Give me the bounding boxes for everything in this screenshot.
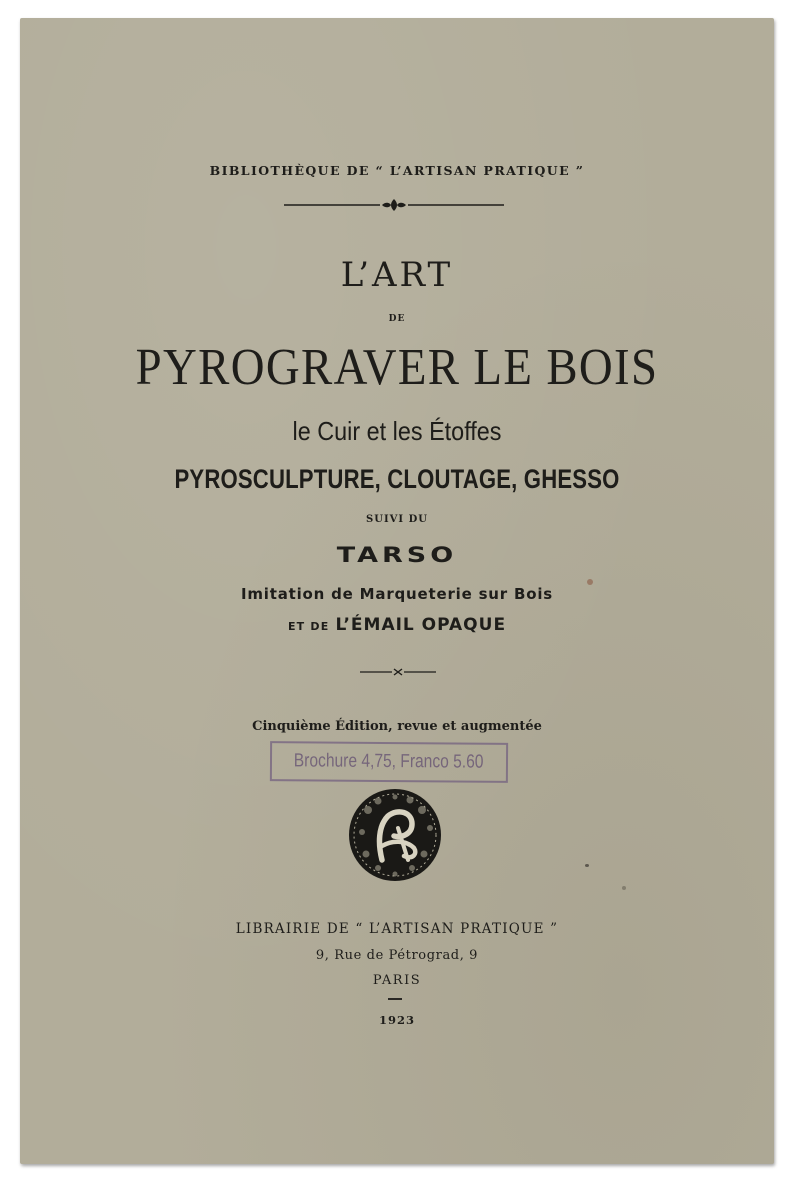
email-main: L’ÉMAIL OPAQUE — [335, 615, 507, 635]
paper-spot — [587, 579, 593, 585]
paper-spot — [585, 864, 589, 867]
ap-monogram-logo-icon — [348, 788, 442, 882]
paper-spot — [622, 886, 626, 890]
book-cover — [20, 18, 774, 1164]
publication-year: 1923 — [378, 1013, 415, 1027]
email-prefix: ET DE — [287, 620, 330, 633]
email-opaque-line — [20, 615, 774, 635]
subtitle-pyrosculpture: PYROSCULPTURE, CLOUTAGE, GHESSO — [174, 464, 620, 494]
price-stamp — [270, 741, 508, 783]
main-title: PYROGRAVER LE BOIS — [135, 339, 659, 396]
imitation-subtitle: Imitation de Marqueterie sur Bois — [240, 585, 554, 603]
divider — [388, 998, 402, 1000]
publisher-city: PARIS — [372, 973, 422, 988]
small-rule-icon — [360, 666, 436, 678]
tarso-title: TARSO — [336, 543, 458, 568]
edition-note: Cinquième Édition, revue et augmentée — [252, 719, 542, 734]
series-title: BIBLIOTHÈQUE DE “ L’ARTISAN PRATIQUE ” — [209, 163, 585, 178]
publisher-address: 9, Rue de Pétrograd, 9 — [315, 948, 479, 963]
title-de: DE — [388, 314, 406, 324]
title-art: L’ART — [340, 255, 454, 295]
price-stamp-text: Brochure 4,75, Franco 5.60 — [294, 750, 484, 773]
suivi-du: SUIVI DU — [366, 514, 428, 525]
publisher-name: LIBRAIRIE DE “ L’ARTISAN PRATIQUE ” — [235, 921, 559, 937]
subtitle-cuir: le Cuir et les Étoffes — [292, 416, 502, 446]
fleuron-rule-icon — [284, 198, 504, 212]
